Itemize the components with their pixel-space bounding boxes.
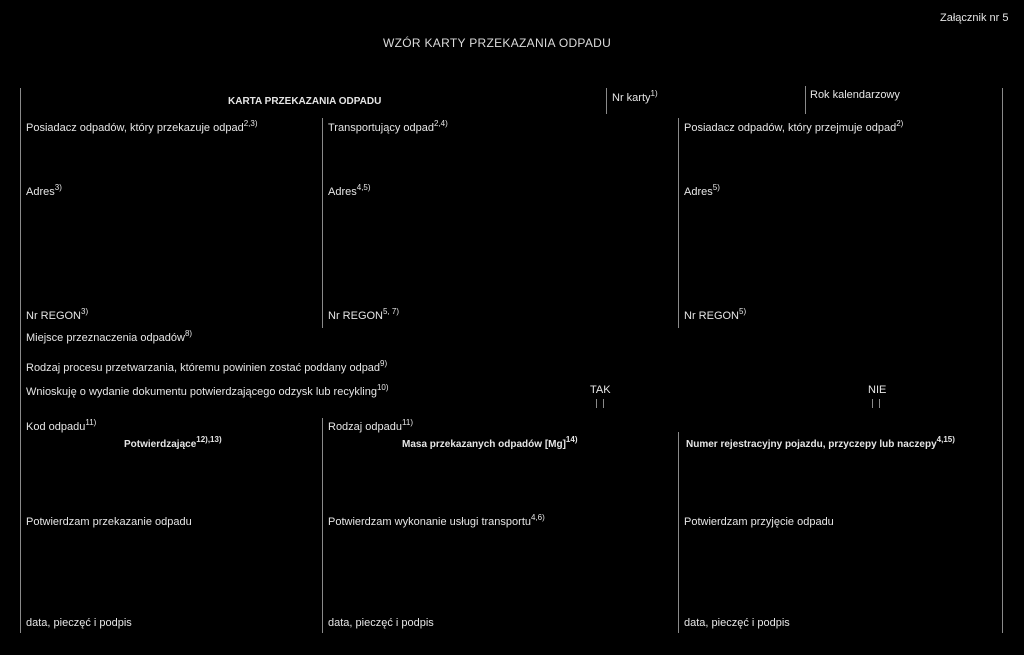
carrier-address-label[interactable]: Adres$^{4,5)}$ — [328, 183, 371, 198]
carrier-label[interactable]: Transportujący odpad$^{2,4)}$ — [328, 119, 448, 134]
frame-right-border — [1002, 88, 1003, 633]
process-label[interactable]: Rodzaj procesu przetwarzania, któremu powinien zostać poddany odpad$^{9)}$ — [26, 359, 388, 374]
sender-address-label[interactable]: Adres$^{3)}$ — [26, 183, 62, 198]
waste-divider-1 — [322, 418, 323, 633]
card-no-divider — [606, 88, 607, 114]
waste-mass-label[interactable]: Masa przekazanych odpadów $[Mg]^{14)}$ — [402, 435, 578, 450]
parties-divider-1 — [322, 118, 323, 328]
frame-left-border — [20, 88, 21, 633]
sender-regon-label[interactable]: Nr REGON$^{3)}$ — [26, 307, 89, 322]
year-divider — [805, 86, 806, 114]
confirming-label: Potwierdzające$^{12),13)}$ — [124, 435, 222, 450]
waste-code-label[interactable]: Kod odpadu$^{11)}$ — [26, 418, 97, 433]
receiver-regon-label[interactable]: Nr REGON$^{5)}$ — [684, 307, 747, 322]
carrier-signature-field[interactable]: data, pieczęć i podpis — [328, 617, 434, 629]
attachment-label: Załącznik nr 5 — [940, 12, 1009, 24]
waste-type-label[interactable]: Rodzaj odpadu$^{11)}$ — [328, 418, 413, 433]
sender-signature-field[interactable]: data, pieczęć i podpis — [26, 617, 132, 629]
recycling-yes-checkbox[interactable] — [596, 399, 604, 408]
waste-divider-2 — [678, 432, 679, 633]
recycling-no-label: NIE — [868, 384, 887, 396]
receiver-signature-field[interactable]: data, pieczęć i podpis — [684, 617, 790, 629]
carrier-regon-label[interactable]: Nr REGON$^{5, 7)}$ — [328, 307, 400, 322]
receiver-address-label[interactable]: Adres$^{5)}$ — [684, 183, 720, 198]
card-number-label[interactable]: Nr karty$^{1)}$ — [612, 89, 658, 104]
sender-confirmation-label: Potwierdzam przekazanie odpadu — [26, 516, 192, 528]
recycling-no-checkbox[interactable] — [872, 399, 880, 408]
recycling-label: Wnioskuję o wydanie dokumentu potwierdzającego odzysk lub recykling$^{10)}$ — [26, 383, 389, 398]
form-title: WZÓR KARTY PRZEKAZANIA ODPADU — [383, 36, 612, 50]
year-label[interactable]: Rok kalendarzowy — [810, 89, 900, 101]
carrier-confirmation-label: Potwierdzam wykonanie usługi transportu$^{4,6)}$ — [328, 513, 545, 528]
receiver-confirmation-label: Potwierdzam przyjęcie odpadu — [684, 516, 834, 528]
card-heading: KARTA PRZEKAZANIA ODPADU — [228, 96, 382, 107]
sender-label[interactable]: Posiadacz odpadów, który przekazuje odpad$^{2,3)}$ — [26, 119, 258, 134]
destination-label[interactable]: Miejsce przeznaczenia odpadów$^{8)}$ — [26, 329, 193, 344]
vehicle-registration-label[interactable]: Numer rejestracyjny pojazdu, przyczepy lub naczepy$^{4,15)}$ — [686, 435, 955, 450]
parties-divider-2 — [678, 118, 679, 328]
receiver-label[interactable]: Posiadacz odpadów, który przejmuje odpad$^{2)}$ — [684, 119, 904, 134]
recycling-yes-label: TAK — [590, 384, 611, 396]
